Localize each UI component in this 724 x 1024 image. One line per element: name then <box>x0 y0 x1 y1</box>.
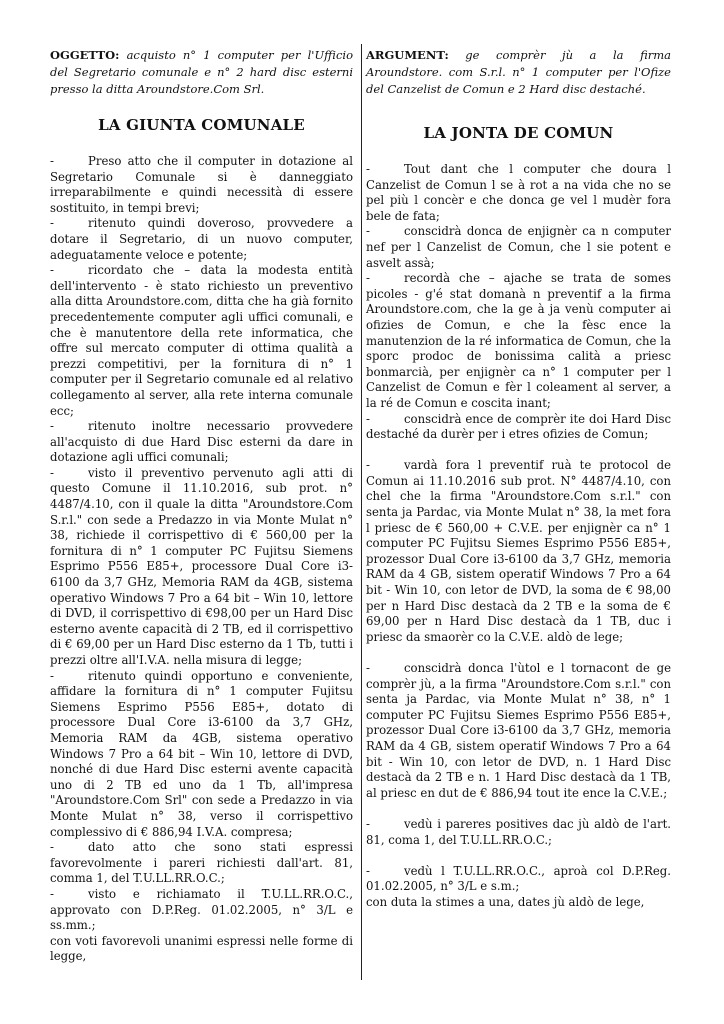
italian-column <box>50 47 353 965</box>
subject-text: acquisto n° 1 computer per l'Ufficio del Segretario comunale e n° 2 hard disc esterni presso la ditta Aroundstore.Com Srl. <box>50 48 354 96</box>
body-ladin <box>366 162 671 911</box>
heading-ladin: LA JONTA DE COMUN <box>423 124 614 142</box>
paragraph: - Preso atto che il computer in dotazione al Segretario Comunale si è danneggiato irreparabilmente e quindi necessità di essere sostituito, in tempi brevi; <box>50 154 353 215</box>
heading-italian: LA GIUNTA COMUNALE <box>98 116 305 134</box>
paragraph: - conscidrà donca l'ùtol e l tornacont de ge comprèr jù, a la firma "Aroundstore.Com s.r.l." con senta ja Pardac, via Monte Mulat n° 38, n° 1 computer PC Fujitsu Siemes Esprimo P556 E85+, prozessor Dual Core i3-6100 da 3,7 GHz, memoria RAM da 4 GB, sistem operatif Windows 7 Pro a 64 bit - Win 10, con letor de DVD, n. 1 Hard Disc destacà da 2 TB e n. 1 Hard Disc destacà da 1 TB, al priesc en dut de € 886,94 tout ite ence la C.V.E.; <box>366 661 671 800</box>
ladin-column <box>366 47 671 911</box>
paragraph: - ritenuto inoltre necessario provvedere all'acquisto di due Hard Disc esterni da dare in dotazione agli uffici comunali; <box>50 419 353 465</box>
paragraph: con voti favorevoli unanimi espressi nelle forme di legge, <box>50 933 353 964</box>
paragraph: - dato atto che sono stati espressi favorevolmente i pareri richiesti dall'art. 81, comma 1, del T.U.LL.RR.O.C.; <box>50 840 353 886</box>
subject-italian <box>50 47 353 98</box>
paragraph: - Tout dant che l computer che doura l Canzelist de Comun l se à rot a na vida che no se pel più l concèr e che donca ge vel l mudèr fora bele de fata; <box>366 162 671 223</box>
subject-label: ARGUMENT: <box>366 48 449 62</box>
subject-text: ge comprèr jù a la firma Aroundstore. com S.r.l. n° 1 computer per l'Ofize del Canzelist de Comun e 2 Hard disc destaché. <box>366 48 671 96</box>
paragraph: - conscidrà donca de enjignèr ca n computer nef per l Canzelist de Comun, che l sie potent e asvelt assà; <box>366 224 671 270</box>
paragraph: - ritenuto quindi opportuno e conveniente, affidare la fornitura di n° 1 computer Fujitsu Siemens Esprimo P556 E85+, dotato di processore Dual Core i3-6100 da 3,7 GHz, Memoria RAM da 4GB, sistema operativo Windows 7 Pro a 64 bit – Win 10, lettore di DVD, nonché di due Hard Disc esterni avente capacità uno di 2 TB ed uno da 1 Tb, all'impresa "Aroundstore.Com Srl" con sede a Predazzo in via Monte Mulat n° 38, verso il corrispettivo complessivo di € 886,94 I.V.A. compresa; <box>50 668 353 839</box>
subject-label: OGGETTO: <box>50 48 120 62</box>
column-divider <box>361 44 362 980</box>
paragraph: - vardà fora l preventif ruà te protocol de Comun ai 11.10.2016 sub prot. N° 4487/4.10, con chel che la firma "Aroundstore.Com s.r.l." con senta ja Pardac, via Monte Mulat n° 38, la met fora l priesc de € 560,00 + C.V.E. per enjignèr ca n° 1 computer PC Fujitsu Siemes Esprimo P556 E85+, prozessor Dual Core i3-6100 da 3,7 GHz, memoria RAM da 4 GB, sistem operatif Windows 7 Pro a 64 bit - Win 10, con letor de DVD, la soma de € 98,00 per n Hard Disc destacà da 2 TB e la soma de € 69,00 per n Hard Disc destacà da 1 TB, duc i priesc da smaorèr co la C.V.E. aldò de lege; <box>366 458 671 644</box>
paragraph: - ritenuto quindi doveroso, provvedere a dotare il Segretario, di un nuovo computer, adeguatamente veloce e potente; <box>50 216 353 262</box>
paragraph: - conscidrà ence de comprèr ite doi Hard Disc destaché da durèr per i etres ofizies de Comun; <box>366 411 671 442</box>
paragraph: - vedù l T.U.LL.RR.O.C., aproà col D.P.Reg. 01.02.2005, n° 3/L e s.m.; <box>366 863 671 894</box>
subject-ladin <box>366 47 671 98</box>
paragraph: - vedù i pareres positives dac jù aldò de l'art. 81, coma 1, del T.U.LL.RR.O.C.; <box>366 816 671 847</box>
paragraph: - visto e richiamato il T.U.LL.RR.O.C., approvato con D.P.Reg. 01.02.2005, n° 3/L e ss.mm.; <box>50 886 353 933</box>
paragraph: con duta la stimes a una, dates jù aldò de lege, <box>366 894 645 909</box>
paragraph: - ricordato che – data la modesta entità dell'intervento - è stato richiesto un preventivo alla ditta Aroundstore.com, ditta che ha già fornito precedentemente computer agli uffici comunali, e che è manutentore della rete informatica, che offre sul mercato computer di ottima qualità a prezzi competitivi, per la fornitura di n° 1 computer per il Segretario comunale ed al relativo collegamento al server, alla rete interna comunale ecc; <box>50 263 353 418</box>
paragraph: - recordà che – ajache se trata de somes picoles - g'é stat domanà n preventif a la firma Aroundstore.com, che la ge à ja venù computer ai ofizies de Comun, e che la fèsc ence la manutenzion de la ré informatica de Comun, che la sporc prodoc de bonissima calità a priesc bonmarcià, per enjignèr ca n° 1 computer per l Canzelist de Comun e fèr l coleament al server, a la ré de Comun e coscita inant; <box>366 271 671 410</box>
paragraph: - visto il preventivo pervenuto agli atti di questo Comune il 11.10.2016, sub prot. n° 4487/4.10, con il quale la ditta "Aroundstore.Com S.r.l." con sede a Predazzo in via Monte Mulat n° 38, richiede il corrispettivo di € 560,00 per la fornitura di n° 1 computer PC Fujitsu Siemens Esprimo P556 E85+, processore Dual Core i3-6100 da 3,7 GHz, Memoria RAM da 4GB, sistema operativo Windows 7 Pro a 64 bit – Win 10, lettore di DVD, il corrispettivo di €98,00 per un Hard Disc esterno avente capacità di 2 TB, ed il corrispettivo di € 69,00 per un Hard Disc esterno da 1 Tb, tutti i prezzi oltre all'I.V.A. nella misura di legge; <box>50 465 353 667</box>
body-italian <box>50 154 353 965</box>
